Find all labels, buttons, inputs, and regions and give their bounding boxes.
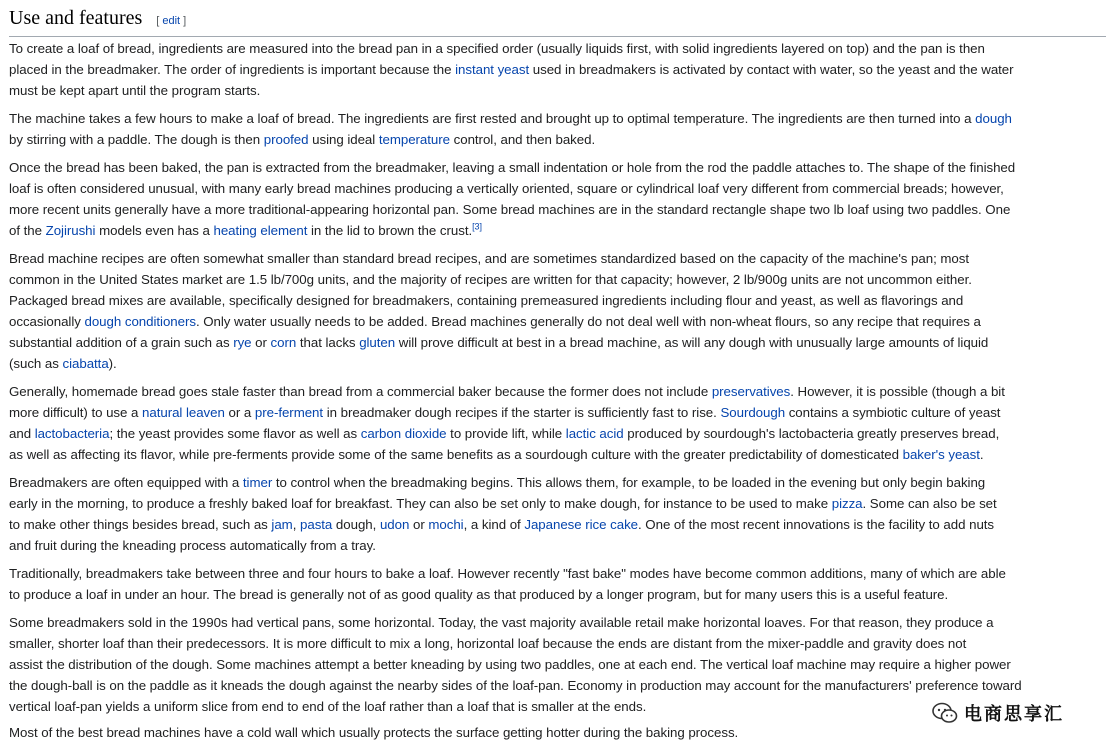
text-run: vertical loaf-pan yields a uniform slice from end to end of the loaf rather than a loaf that is smaller at the ends.: [9, 699, 647, 714]
paragraph-line: [9, 654, 1106, 675]
paragraph-line: [9, 332, 1106, 353]
paragraph-line: [9, 514, 1106, 535]
wiki-link[interactable]: preservatives: [711, 384, 791, 399]
paragraph-line: [9, 612, 1106, 633]
paragraph-line: [9, 108, 1106, 129]
text-run: Once the bread has been baked, the pan is extracted from the breadmaker, leaving a small indentation or hole from the rod the paddle attaches to. The shape of the finished: [9, 160, 1016, 175]
text-run: must be kept apart until the program starts.: [9, 83, 261, 98]
edit-bracket-open: [: [156, 15, 160, 27]
text-run: . Some can also be set: [862, 496, 997, 511]
text-run: or a: [224, 405, 255, 420]
text-run: more recent units generally have a more traditional-appearing horizontal pan. Some bread machines are in the standard rectangle shape two lb loaf using two paddles. One: [9, 202, 1011, 217]
text-run: substantial addition of a grain such as: [9, 335, 234, 350]
text-run: will prove difficult at best in a bread machine, as will any dough with unusually large amounts of liquid: [395, 335, 989, 350]
text-run: Most of the best bread machines have a cold wall which usually protects the surface getting hotter during the baking process.: [9, 725, 739, 740]
text-run: to make other things besides bread, such as: [9, 517, 272, 532]
paragraph-line: [9, 402, 1106, 423]
paragraph: [9, 381, 1106, 465]
text-run: Bread machine recipes are often somewhat smaller than standard bread recipes, and are sometimes standardized based on the capacity of the machine's pan; most: [9, 251, 969, 266]
wiki-link[interactable]: mochi: [428, 517, 464, 532]
paragraph-line: [9, 199, 1106, 220]
paragraph-line: [9, 423, 1106, 444]
edit-link[interactable]: edit: [162, 15, 181, 27]
text-run: using ideal: [308, 132, 379, 147]
wiki-link[interactable]: gluten: [359, 335, 396, 350]
paragraph: [9, 157, 1106, 241]
edit-bracket-close: ]: [183, 15, 187, 27]
wiki-link[interactable]: lactobacteria: [34, 426, 110, 441]
text-run: loaf is often considered unusual, with many early bread machines producing a vertically oriented, square or cylindrical loaf very different from commercial breads; however,: [9, 181, 1004, 196]
citation-link[interactable]: [3]: [472, 221, 482, 232]
wiki-link[interactable]: jam: [271, 517, 293, 532]
paragraph-line: [9, 444, 1106, 465]
paragraph-line: [9, 80, 1106, 101]
text-run: or: [251, 335, 271, 350]
text-run: or: [409, 517, 429, 532]
paragraph-line: [9, 381, 1106, 402]
text-run: smaller, shorter loaf than their predecessors. It is more difficult to mix a long, horizontal loaf because the ends are distant from the mixer-paddle and gravity does not: [9, 636, 967, 651]
watermark-text: 电商思享汇: [964, 704, 1064, 725]
wiki-link[interactable]: pre-ferment: [254, 405, 324, 420]
text-run: in the lid to brown the crust.: [307, 223, 473, 238]
text-run: and fruit during the kneading process automatically from a tray.: [9, 538, 376, 553]
text-run: , a kind of: [463, 517, 525, 532]
edit-section: [156, 15, 186, 27]
wiki-link[interactable]: proofed: [263, 132, 309, 147]
wiki-link[interactable]: lactic acid: [565, 426, 624, 441]
paragraph-line: [9, 290, 1106, 311]
text-run: occasionally: [9, 314, 85, 329]
text-run: . Only water usually needs to be added. Bread machines generally do not deal well with non-wheat flours, so any recipe that requires a: [195, 314, 981, 329]
paragraph: [9, 108, 1106, 150]
paragraph-line: [9, 59, 1106, 80]
wiki-link[interactable]: pizza: [831, 496, 863, 511]
paragraph-line: [9, 633, 1106, 654]
wiki-link[interactable]: dough conditioners: [84, 314, 196, 329]
paragraph-line: [9, 311, 1106, 332]
paragraph-line: [9, 472, 1106, 493]
text-run: the dough-ball is on the paddle as it kneads the dough against the nearby sides of the loaf-pan. Economy in production may account for the manufacturers' preference toward: [9, 678, 1022, 693]
text-run: . One of the most recent innovations is the facility to add nuts: [638, 517, 995, 532]
text-run: that lacks: [296, 335, 360, 350]
wiki-link[interactable]: rye: [233, 335, 252, 350]
text-run: The machine takes a few hours to make a loaf of bread. The ingredients are first rested and brought up to optimal temperature. The ingredients are then turned into a: [9, 111, 976, 126]
text-run: produced by sourdough's lactobacteria greatly preserves bread,: [623, 426, 1000, 441]
text-run: more difficult) to use a: [9, 405, 143, 420]
text-run: .: [979, 447, 984, 462]
text-run: to produce a loaf in under an hour. The bread is generally not of as good quality as that produced by a longer program, but for many users this is a useful feature.: [9, 587, 949, 602]
text-run: early in the morning, to produce a freshly baked loaf for breakfast. They can also be set only to make dough, for instance to be used to make: [9, 496, 832, 511]
text-run: common in the United States market are 1.5 lb/700g units, and the majority of recipes are written for that capacity; however, 2 lb/900g units are not uncommon either.: [9, 272, 972, 287]
paragraph-line: [9, 220, 1106, 241]
watermark: [926, 698, 1070, 728]
paragraph-line: [9, 38, 1106, 59]
paragraph-line: [9, 129, 1106, 150]
section-heading-row: [9, 0, 1106, 37]
text-run: used in breadmakers is activated by contact with water, so the yeast and the water: [529, 62, 1014, 77]
text-run: contains a symbiotic culture of yeast: [785, 405, 1001, 420]
text-run: assist the distribution of the dough. Some machines attempt a better kneading by using two paddles, one at each end. The vertical loaf machine may require a higher power: [9, 657, 1011, 672]
wiki-link[interactable]: ciabatta: [62, 356, 109, 371]
text-run: (such as: [9, 356, 63, 371]
paragraph-line: [9, 535, 1106, 556]
paragraph-line: [9, 493, 1106, 514]
wechat-icon: [932, 702, 958, 724]
text-run: of the: [9, 223, 46, 238]
wiki-link[interactable]: Japanese rice cake: [524, 517, 639, 532]
paragraph-line: [9, 157, 1106, 178]
text-run: and: [9, 426, 35, 441]
wiki-link[interactable]: natural leaven: [142, 405, 225, 420]
wiki-link[interactable]: heating element: [213, 223, 308, 238]
wiki-link[interactable]: pasta: [300, 517, 333, 532]
text-run: by stirring with a paddle. The dough is then: [9, 132, 264, 147]
paragraph: [9, 38, 1106, 101]
wiki-link[interactable]: timer: [242, 475, 273, 490]
paragraph-line: [9, 178, 1106, 199]
wiki-link[interactable]: instant yeast: [455, 62, 530, 77]
paragraph-line: [9, 584, 1106, 605]
paragraph: [9, 248, 1106, 374]
text-run: . However, it is possible (though a bit: [790, 384, 1005, 399]
text-run: as well as affecting its flavor, while pre-ferments provide some of the same benefits as a sourdough culture with the greater predictability of domesticated: [9, 447, 903, 462]
article-section: [9, 0, 1106, 37]
text-run: Packaged bread mixes are available, specifically designed for breadmakers, containing premeasured ingredients including flour and yeast, as well as flavorings and: [9, 293, 964, 308]
wiki-link[interactable]: Zojirushi: [45, 223, 96, 238]
paragraph: [9, 563, 1106, 605]
text-run: control, and then baked.: [449, 132, 596, 147]
text-run: to provide lift, while: [446, 426, 566, 441]
wiki-link[interactable]: corn: [270, 335, 297, 350]
text-run: Breadmakers are often equipped with a: [9, 475, 243, 490]
paragraph-line: [9, 563, 1106, 584]
wiki-link[interactable]: baker's yeast: [902, 447, 980, 462]
text-run: to control when the breadmaking begins. This allows them, for example, to be loaded in the evening but only begin baking: [272, 475, 986, 490]
wiki-link[interactable]: Sourdough: [720, 405, 786, 420]
paragraph-line: [9, 353, 1106, 374]
text-run: ; the yeast provides some flavor as well as: [109, 426, 361, 441]
section-title: Use and features: [9, 7, 143, 29]
wiki-link[interactable]: carbon dioxide: [360, 426, 447, 441]
paragraph-line: [9, 248, 1106, 269]
text-run: Traditionally, breadmakers take between three and four hours to bake a loaf. However recently "fast bake" modes have become common additions, many of which are able: [9, 566, 1006, 581]
text-run: ,: [292, 517, 300, 532]
text-run: dough,: [332, 517, 380, 532]
paragraph-line: [9, 675, 1106, 696]
text-run: placed in the breadmaker. The order of ingredients is important because the: [9, 62, 456, 77]
wiki-link[interactable]: udon: [379, 517, 410, 532]
text-run: models even has a: [95, 223, 214, 238]
wiki-link[interactable]: temperature: [378, 132, 450, 147]
text-run: ).: [108, 356, 117, 371]
wiki-link[interactable]: dough: [975, 111, 1012, 126]
text-run: Some breadmakers sold in the 1990s had vertical pans, some horizontal. Today, the vast majority available retail make horizontal loaves. For that reason, they produce a: [9, 615, 994, 630]
paragraph: [9, 472, 1106, 556]
text-run: Generally, homemade bread goes stale faster than bread from a commercial baker because the former does not include: [9, 384, 712, 399]
text-run: To create a loaf of bread, ingredients are measured into the bread pan in a specified order (usually liquids first, with solid ingredients layered on top) and the pan is then: [9, 41, 985, 56]
text-run: in breadmaker dough recipes if the starter is sufficiently fast to rise.: [323, 405, 721, 420]
paragraph-line: [9, 269, 1106, 290]
